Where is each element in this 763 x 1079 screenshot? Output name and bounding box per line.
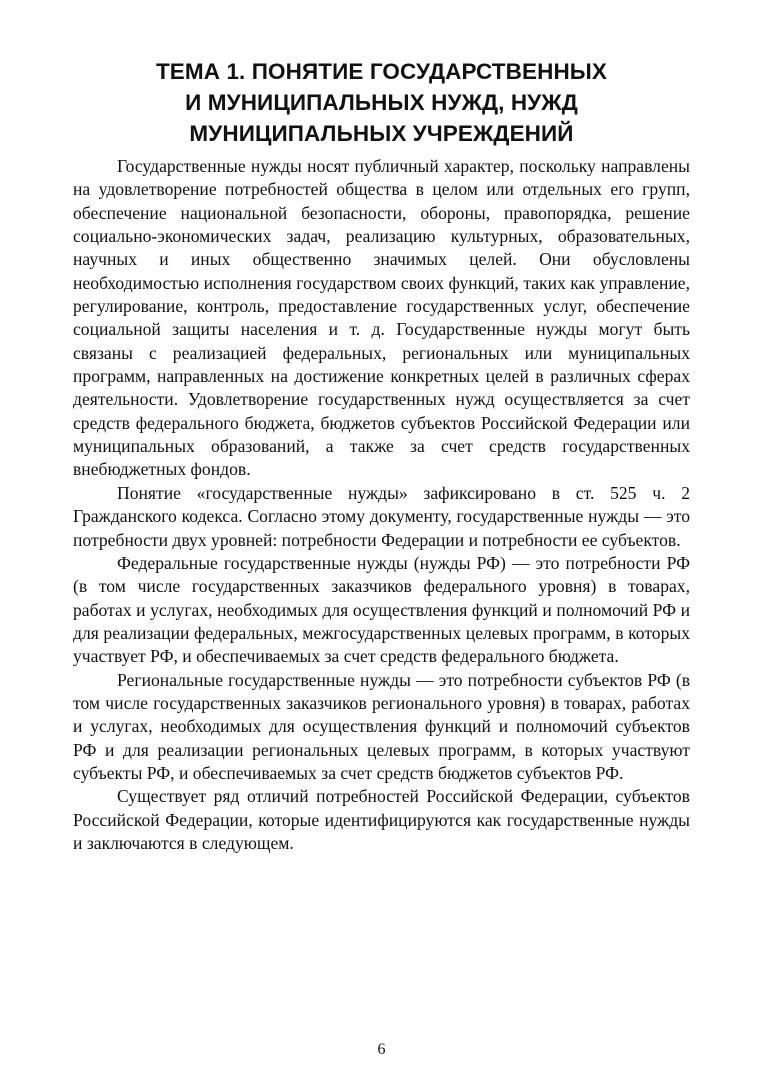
paragraph-5: Существует ряд отличий потребностей Российской Федерации, субъектов Российской Федерации, которые идентифицируются как государственные нужды и заключаются в следующем. (73, 786, 690, 853)
paragraph-1: Государственные нужды носят публичный характер, поскольку направлены на удовлетворение потребностей общества в целом или отдельных его групп, обеспечение национальной безопасности, обороны, правопорядка, решение социально-экономических задач, реализацию культурных, образовательных, научных и иных общественно значимых целей. Они обусловлены необходимостью исполнения государством своих функций, таких как управление, регулирование, контроль, предоставление государственных услуг, обеспечение социальной защиты населения и т. д. Государственные нужды могут быть связаны с реализацией федеральных, региональных или муниципальных программ, направленных на достижение конкретных целей в различных сферах деятельности. Удовлетворение государственных нужд осуществляется за счет средств федерального бюджета, бюджетов субъектов Российской Федерации или муниципальных образований, а также за счет средств государственных внебюджетных фондов. (73, 156, 690, 480)
page-number: 6 (377, 1041, 386, 1058)
paragraph-3: Федеральные государственные нужды (нужды РФ) — это потребности РФ (в том числе государственных заказчиков федерального уровня) в товарах, работах и услугах, необходимых для осуществления функций и полномочий РФ и для реализации федеральных, межгосударственных целевых программ, в которых участвует РФ, и обеспечиваемых за счет средств федерального бюджета. (73, 552, 690, 667)
page-title (60, 56, 703, 149)
paragraph-2: Понятие «государственные нужды» зафиксировано в ст. 525 ч. 2 Гражданского кодекса. Согласно этому документу, государственные нужды — это потребности двух уровней: потребности Федерации и потребности ее субъектов. (73, 482, 690, 550)
title-line-3: МУНИЦИПАЛЬНЫХ УЧРЕЖДЕНИЙ (189, 121, 574, 146)
title-line-2: И МУНИЦИПАЛЬНЫХ НУЖД, НУЖД (185, 90, 578, 115)
body-text (73, 155, 690, 855)
paragraph-4: Региональные государственные нужды — это потребности субъектов РФ (в том числе государственных заказчиков регионального уровня) в товарах, работах и услугах, необходимых для осуществления функций и полномочий субъектов РФ и для реализации региональных целевых программ, в которых участвуют субъекты РФ, и обеспечиваемых за счет средств бюджетов субъектов РФ. (73, 669, 690, 783)
title-line-1: ТЕМА 1. ПОНЯТИЕ ГОСУДАРСТВЕННЫХ (155, 59, 608, 84)
